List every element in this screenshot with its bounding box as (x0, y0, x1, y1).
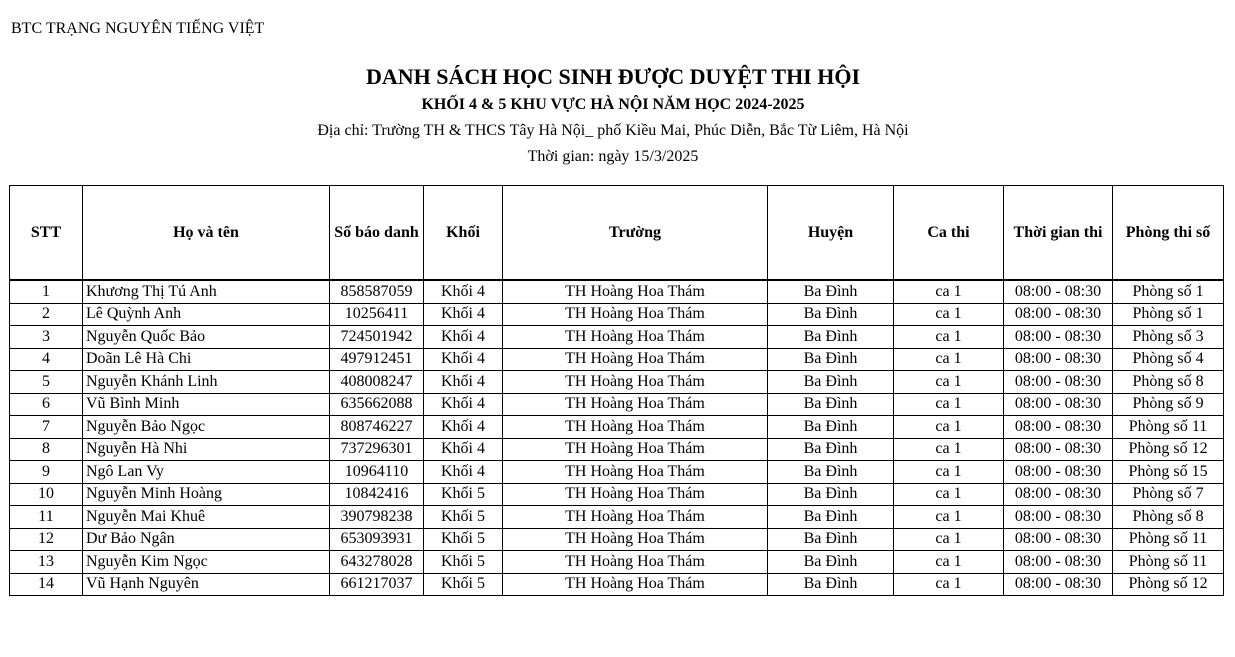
cell-district: Ba Đình (768, 393, 894, 416)
cell-exam-time: 08:00 - 08:30 (1004, 393, 1113, 416)
cell-school: TH Hoàng Hoa Thám (503, 506, 768, 529)
cell-exam-time: 08:00 - 08:30 (1004, 371, 1113, 394)
cell-room: Phòng số 1 (1113, 303, 1224, 326)
cell-shift: ca 1 (894, 483, 1004, 506)
cell-sbd: 10256411 (330, 303, 424, 326)
cell-sbd: 635662088 (330, 393, 424, 416)
cell-sbd: 661217037 (330, 573, 424, 596)
cell-shift: ca 1 (894, 506, 1004, 529)
cell-sbd: 808746227 (330, 416, 424, 439)
cell-exam-time: 08:00 - 08:30 (1004, 483, 1113, 506)
cell-school: TH Hoàng Hoa Thám (503, 303, 768, 326)
cell-shift: ca 1 (894, 573, 1004, 596)
cell-sbd: 643278028 (330, 551, 424, 574)
cell-room: Phòng số 12 (1113, 573, 1224, 596)
cell-district: Ba Đình (768, 303, 894, 326)
cell-school: TH Hoàng Hoa Thám (503, 348, 768, 371)
cell-exam-time: 08:00 - 08:30 (1004, 438, 1113, 461)
cell-school: TH Hoàng Hoa Thám (503, 483, 768, 506)
cell-sbd: 390798238 (330, 506, 424, 529)
cell-stt: 11 (10, 506, 83, 529)
col-header-exam-time: Thời gian thi (1004, 186, 1113, 281)
cell-stt: 13 (10, 551, 83, 574)
exam-date: Thời gian: ngày 15/3/2025 (527, 148, 699, 165)
document-title: DANH SÁCH HỌC SINH ĐƯỢC DUYỆT THI HỘI (365, 64, 861, 89)
cell-shift: ca 1 (894, 416, 1004, 439)
table-row (10, 348, 1224, 371)
cell-school: TH Hoàng Hoa Thám (503, 528, 768, 551)
cell-sbd: 858587059 (330, 280, 424, 303)
cell-school: TH Hoàng Hoa Thám (503, 551, 768, 574)
cell-shift: ca 1 (894, 371, 1004, 394)
table-row (10, 371, 1224, 394)
cell-sbd: 497912451 (330, 348, 424, 371)
cell-grade: Khối 4 (424, 303, 503, 326)
cell-stt: 5 (10, 371, 83, 394)
student-list-table (9, 185, 1224, 596)
cell-stt: 14 (10, 573, 83, 596)
cell-school: TH Hoàng Hoa Thám (503, 371, 768, 394)
cell-district: Ba Đình (768, 416, 894, 439)
cell-sbd: 653093931 (330, 528, 424, 551)
cell-name: Ngô Lan Vy (83, 461, 330, 484)
cell-district: Ba Đình (768, 483, 894, 506)
table-row (10, 461, 1224, 484)
cell-room: Phòng số 3 (1113, 326, 1224, 349)
col-header-grade: Khối (424, 186, 503, 281)
col-header-school: Trường (503, 186, 768, 281)
cell-sbd: 737296301 (330, 438, 424, 461)
cell-exam-time: 08:00 - 08:30 (1004, 280, 1113, 303)
cell-district: Ba Đình (768, 573, 894, 596)
table-row (10, 326, 1224, 349)
cell-exam-time: 08:00 - 08:30 (1004, 326, 1113, 349)
cell-name: Nguyễn Quốc Bảo (83, 326, 330, 349)
cell-room: Phòng số 11 (1113, 551, 1224, 574)
cell-sbd: 10964110 (330, 461, 424, 484)
cell-room: Phòng số 15 (1113, 461, 1224, 484)
cell-grade: Khối 4 (424, 371, 503, 394)
cell-room: Phòng số 8 (1113, 371, 1224, 394)
cell-school: TH Hoàng Hoa Thám (503, 438, 768, 461)
cell-room: Phòng số 1 (1113, 280, 1224, 303)
cell-room: Phòng số 8 (1113, 506, 1224, 529)
table-row (10, 483, 1224, 506)
cell-district: Ba Đình (768, 348, 894, 371)
organizer-label: BTC TRẠNG NGUYÊN TIẾNG VIỆT (11, 20, 265, 37)
cell-exam-time: 08:00 - 08:30 (1004, 573, 1113, 596)
cell-room: Phòng số 11 (1113, 528, 1224, 551)
cell-district: Ba Đình (768, 326, 894, 349)
col-header-name: Họ và tên (83, 186, 330, 281)
cell-stt: 8 (10, 438, 83, 461)
col-header-room: Phòng thi số (1113, 186, 1224, 281)
col-header-shift: Ca thi (894, 186, 1004, 281)
cell-shift: ca 1 (894, 528, 1004, 551)
cell-district: Ba Đình (768, 280, 894, 303)
cell-exam-time: 08:00 - 08:30 (1004, 506, 1113, 529)
cell-district: Ba Đình (768, 551, 894, 574)
cell-stt: 9 (10, 461, 83, 484)
cell-room: Phòng số 11 (1113, 416, 1224, 439)
cell-exam-time: 08:00 - 08:30 (1004, 528, 1113, 551)
cell-district: Ba Đình (768, 461, 894, 484)
cell-grade: Khối 4 (424, 461, 503, 484)
cell-shift: ca 1 (894, 461, 1004, 484)
cell-grade: Khối 5 (424, 528, 503, 551)
table-row (10, 280, 1224, 303)
cell-grade: Khối 4 (424, 326, 503, 349)
cell-school: TH Hoàng Hoa Thám (503, 416, 768, 439)
cell-name: Nguyễn Mai Khuê (83, 506, 330, 529)
exam-address: Địa chỉ: Trường TH & THCS Tây Hà Nội_ phố Kiều Mai, Phúc Diễn, Bắc Từ Liêm, Hà Nội (317, 122, 909, 139)
table-row (10, 528, 1224, 551)
cell-stt: 6 (10, 393, 83, 416)
cell-name: Khương Thị Tú Anh (83, 280, 330, 303)
cell-shift: ca 1 (894, 280, 1004, 303)
table-row (10, 438, 1224, 461)
cell-name: Nguyễn Minh Hoàng (83, 483, 330, 506)
cell-district: Ba Đình (768, 438, 894, 461)
cell-grade: Khối 5 (424, 483, 503, 506)
cell-name: Nguyễn Khánh Linh (83, 371, 330, 394)
cell-name: Nguyễn Kim Ngọc (83, 551, 330, 574)
cell-stt: 2 (10, 303, 83, 326)
cell-exam-time: 08:00 - 08:30 (1004, 461, 1113, 484)
cell-name: Vũ Hạnh Nguyên (83, 573, 330, 596)
cell-shift: ca 1 (894, 326, 1004, 349)
cell-room: Phòng số 12 (1113, 438, 1224, 461)
cell-stt: 1 (10, 280, 83, 303)
cell-school: TH Hoàng Hoa Thám (503, 573, 768, 596)
cell-grade: Khối 4 (424, 280, 503, 303)
cell-grade: Khối 4 (424, 438, 503, 461)
cell-exam-time: 08:00 - 08:30 (1004, 416, 1113, 439)
cell-room: Phòng số 4 (1113, 348, 1224, 371)
cell-sbd: 724501942 (330, 326, 424, 349)
cell-school: TH Hoàng Hoa Thám (503, 326, 768, 349)
cell-shift: ca 1 (894, 303, 1004, 326)
cell-district: Ba Đình (768, 506, 894, 529)
cell-exam-time: 08:00 - 08:30 (1004, 348, 1113, 371)
cell-grade: Khối 4 (424, 416, 503, 439)
cell-exam-time: 08:00 - 08:30 (1004, 551, 1113, 574)
cell-stt: 7 (10, 416, 83, 439)
table-row (10, 573, 1224, 596)
cell-stt: 4 (10, 348, 83, 371)
cell-grade: Khối 4 (424, 393, 503, 416)
cell-shift: ca 1 (894, 438, 1004, 461)
table-row (10, 551, 1224, 574)
cell-stt: 12 (10, 528, 83, 551)
cell-exam-time: 08:00 - 08:30 (1004, 303, 1113, 326)
cell-school: TH Hoàng Hoa Thám (503, 461, 768, 484)
table-row (10, 506, 1224, 529)
cell-name: Nguyễn Hà Nhi (83, 438, 330, 461)
cell-grade: Khối 5 (424, 506, 503, 529)
table-header-row (10, 186, 1224, 281)
cell-name: Nguyễn Bảo Ngọc (83, 416, 330, 439)
cell-shift: ca 1 (894, 348, 1004, 371)
cell-district: Ba Đình (768, 528, 894, 551)
cell-district: Ba Đình (768, 371, 894, 394)
cell-sbd: 408008247 (330, 371, 424, 394)
cell-name: Doãn Lê Hà Chi (83, 348, 330, 371)
cell-school: TH Hoàng Hoa Thám (503, 280, 768, 303)
cell-grade: Khối 5 (424, 551, 503, 574)
cell-name: Vũ Bình Minh (83, 393, 330, 416)
table-row (10, 393, 1224, 416)
cell-name: Lê Quỳnh Anh (83, 303, 330, 326)
cell-grade: Khối 5 (424, 573, 503, 596)
document-subtitle: KHỐI 4 & 5 KHU VỰC HÀ NỘI NĂM HỌC 2024-2025 (421, 96, 805, 113)
col-header-stt: STT (10, 186, 83, 281)
cell-grade: Khối 4 (424, 348, 503, 371)
col-header-sbd: Số báo danh (330, 186, 424, 281)
cell-room: Phòng số 7 (1113, 483, 1224, 506)
cell-room: Phòng số 9 (1113, 393, 1224, 416)
cell-shift: ca 1 (894, 551, 1004, 574)
cell-sbd: 10842416 (330, 483, 424, 506)
cell-stt: 10 (10, 483, 83, 506)
cell-name: Dư Bảo Ngân (83, 528, 330, 551)
cell-shift: ca 1 (894, 393, 1004, 416)
table-row (10, 416, 1224, 439)
cell-stt: 3 (10, 326, 83, 349)
table-row (10, 303, 1224, 326)
cell-school: TH Hoàng Hoa Thám (503, 393, 768, 416)
col-header-district: Huyện (768, 186, 894, 281)
